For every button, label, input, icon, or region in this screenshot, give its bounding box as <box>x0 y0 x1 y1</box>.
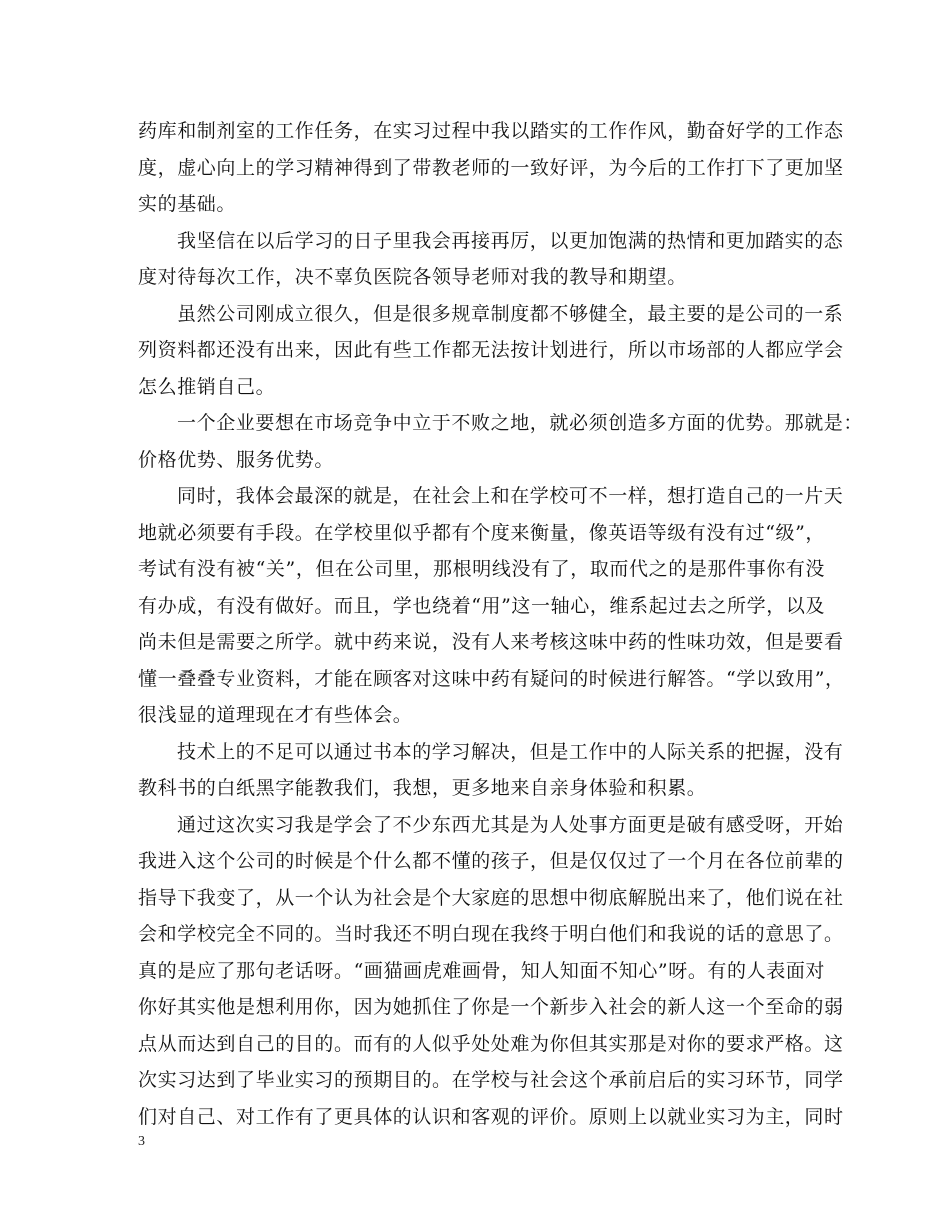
text-line: 实的基础。 <box>138 193 237 215</box>
text-line: 指导下我变了，从一个认为社会是个大家庭的思想中彻底解脱出来了，他们说在社 <box>138 886 844 909</box>
text-line: 尚未但是需要之所学。就中药来说，没有人来考核这味中药的性味功效，但是要看 <box>138 631 844 653</box>
text-line: 度，虚心向上的学习精神得到了带教老师的一致好评，为今后的工作打下了更加坚 <box>138 156 844 179</box>
text-line: 地就必须要有手段。在学校里似乎都有个度来衡量，像英语等级有没有过“级”， <box>138 521 826 544</box>
paragraph <box>138 296 844 406</box>
text-line: 次实习达到了毕业实习的预期目的。在学校与社会这个承前启后的实习环节，同学 <box>138 1069 844 1091</box>
text-line: 药库和制剂室的工作任务，在实习过程中我以踏实的工作作风，勤奋好学的工作态 <box>138 120 844 142</box>
text-line: 很浅显的道理现在才有些体会。 <box>138 704 413 726</box>
text-line: 考试有没有被“关”，但在公司里，那根明线没有了，取而代之的是那件事你有没 <box>138 558 826 580</box>
text-line: 一个企业要想在市场竞争中立于不败之地，就必须创造多方面的优势。那就是： <box>177 412 864 434</box>
paragraph <box>138 734 844 807</box>
text-line: 怎么推销自己。 <box>138 375 276 398</box>
text-line: 点从而达到自己的目的。而有的人似乎处处难为你但其实那是对你的要求严格。这 <box>138 1032 844 1055</box>
text-line: 我坚信在以后学习的日子里我会再接再厉，以更加饱满的热情和更加踏实的态 <box>177 229 844 252</box>
text-line: 技术上的不足可以通过书本的学习解决，但是工作中的人际关系的把握，没有 <box>177 740 844 763</box>
page-number: 3 <box>138 1134 145 1149</box>
text-line: 度对待每次工作，决不辜负医院各领导老师对我的教导和期望。 <box>138 266 687 288</box>
text-line: 虽然公司刚成立很久，但是很多规章制度都不够健全，最主要的是公司的一系 <box>177 302 844 325</box>
paragraph <box>138 478 845 734</box>
text-line: 列资料都还没有出来，因此有些工作都无法按计划进行，所以市场部的人都应学会 <box>138 339 844 361</box>
text-line: 同时，我体会最深的就是，在社会上和在学校可不一样，想打造自己的一片天 <box>177 485 844 507</box>
text-line: 们对自己、对工作有了更具体的认识和客观的评价。原则上以就业实习为主，同时 <box>138 1105 844 1128</box>
document-body <box>138 113 864 1135</box>
text-line: 懂一叠叠专业资料，才能在顾客对这味中药有疑问的时候进行解答。“学以致用”， <box>138 667 845 690</box>
paragraph <box>138 113 844 223</box>
paragraph <box>138 405 864 478</box>
text-line: 你好其实他是想利用你，因为她抓住了你是一个新步入社会的新人这一个至命的弱 <box>138 996 844 1018</box>
paragraph <box>138 223 844 296</box>
text-line: 真的是应了那句老话呀。“画猫画虎难画骨，知人知面不知心”呀。有的人表面对 <box>138 959 826 982</box>
text-line: 会和学校完全不同的。当时我还不明白现在我终于明白他们和我说的话的意思了。 <box>138 923 844 945</box>
text-line: 通过这次实习我是学会了不少东西尤其是为人处事方面更是破有感受呀，开始 <box>177 813 844 836</box>
text-line: 价格优势、服务优势。 <box>138 448 335 471</box>
paragraph <box>138 807 844 1136</box>
text-line: 我进入这个公司的时候是个什么都不懂的孩子，但是仅仅过了一个月在各位前辈的 <box>138 850 844 872</box>
text-line: 教科书的白纸黑字能教我们，我想，更多地来自亲身体验和积累。 <box>138 777 707 799</box>
text-line: 有办成，有没有做好。而且，学也绕着“用”这一轴心，维系起过去之所学，以及 <box>138 594 826 617</box>
